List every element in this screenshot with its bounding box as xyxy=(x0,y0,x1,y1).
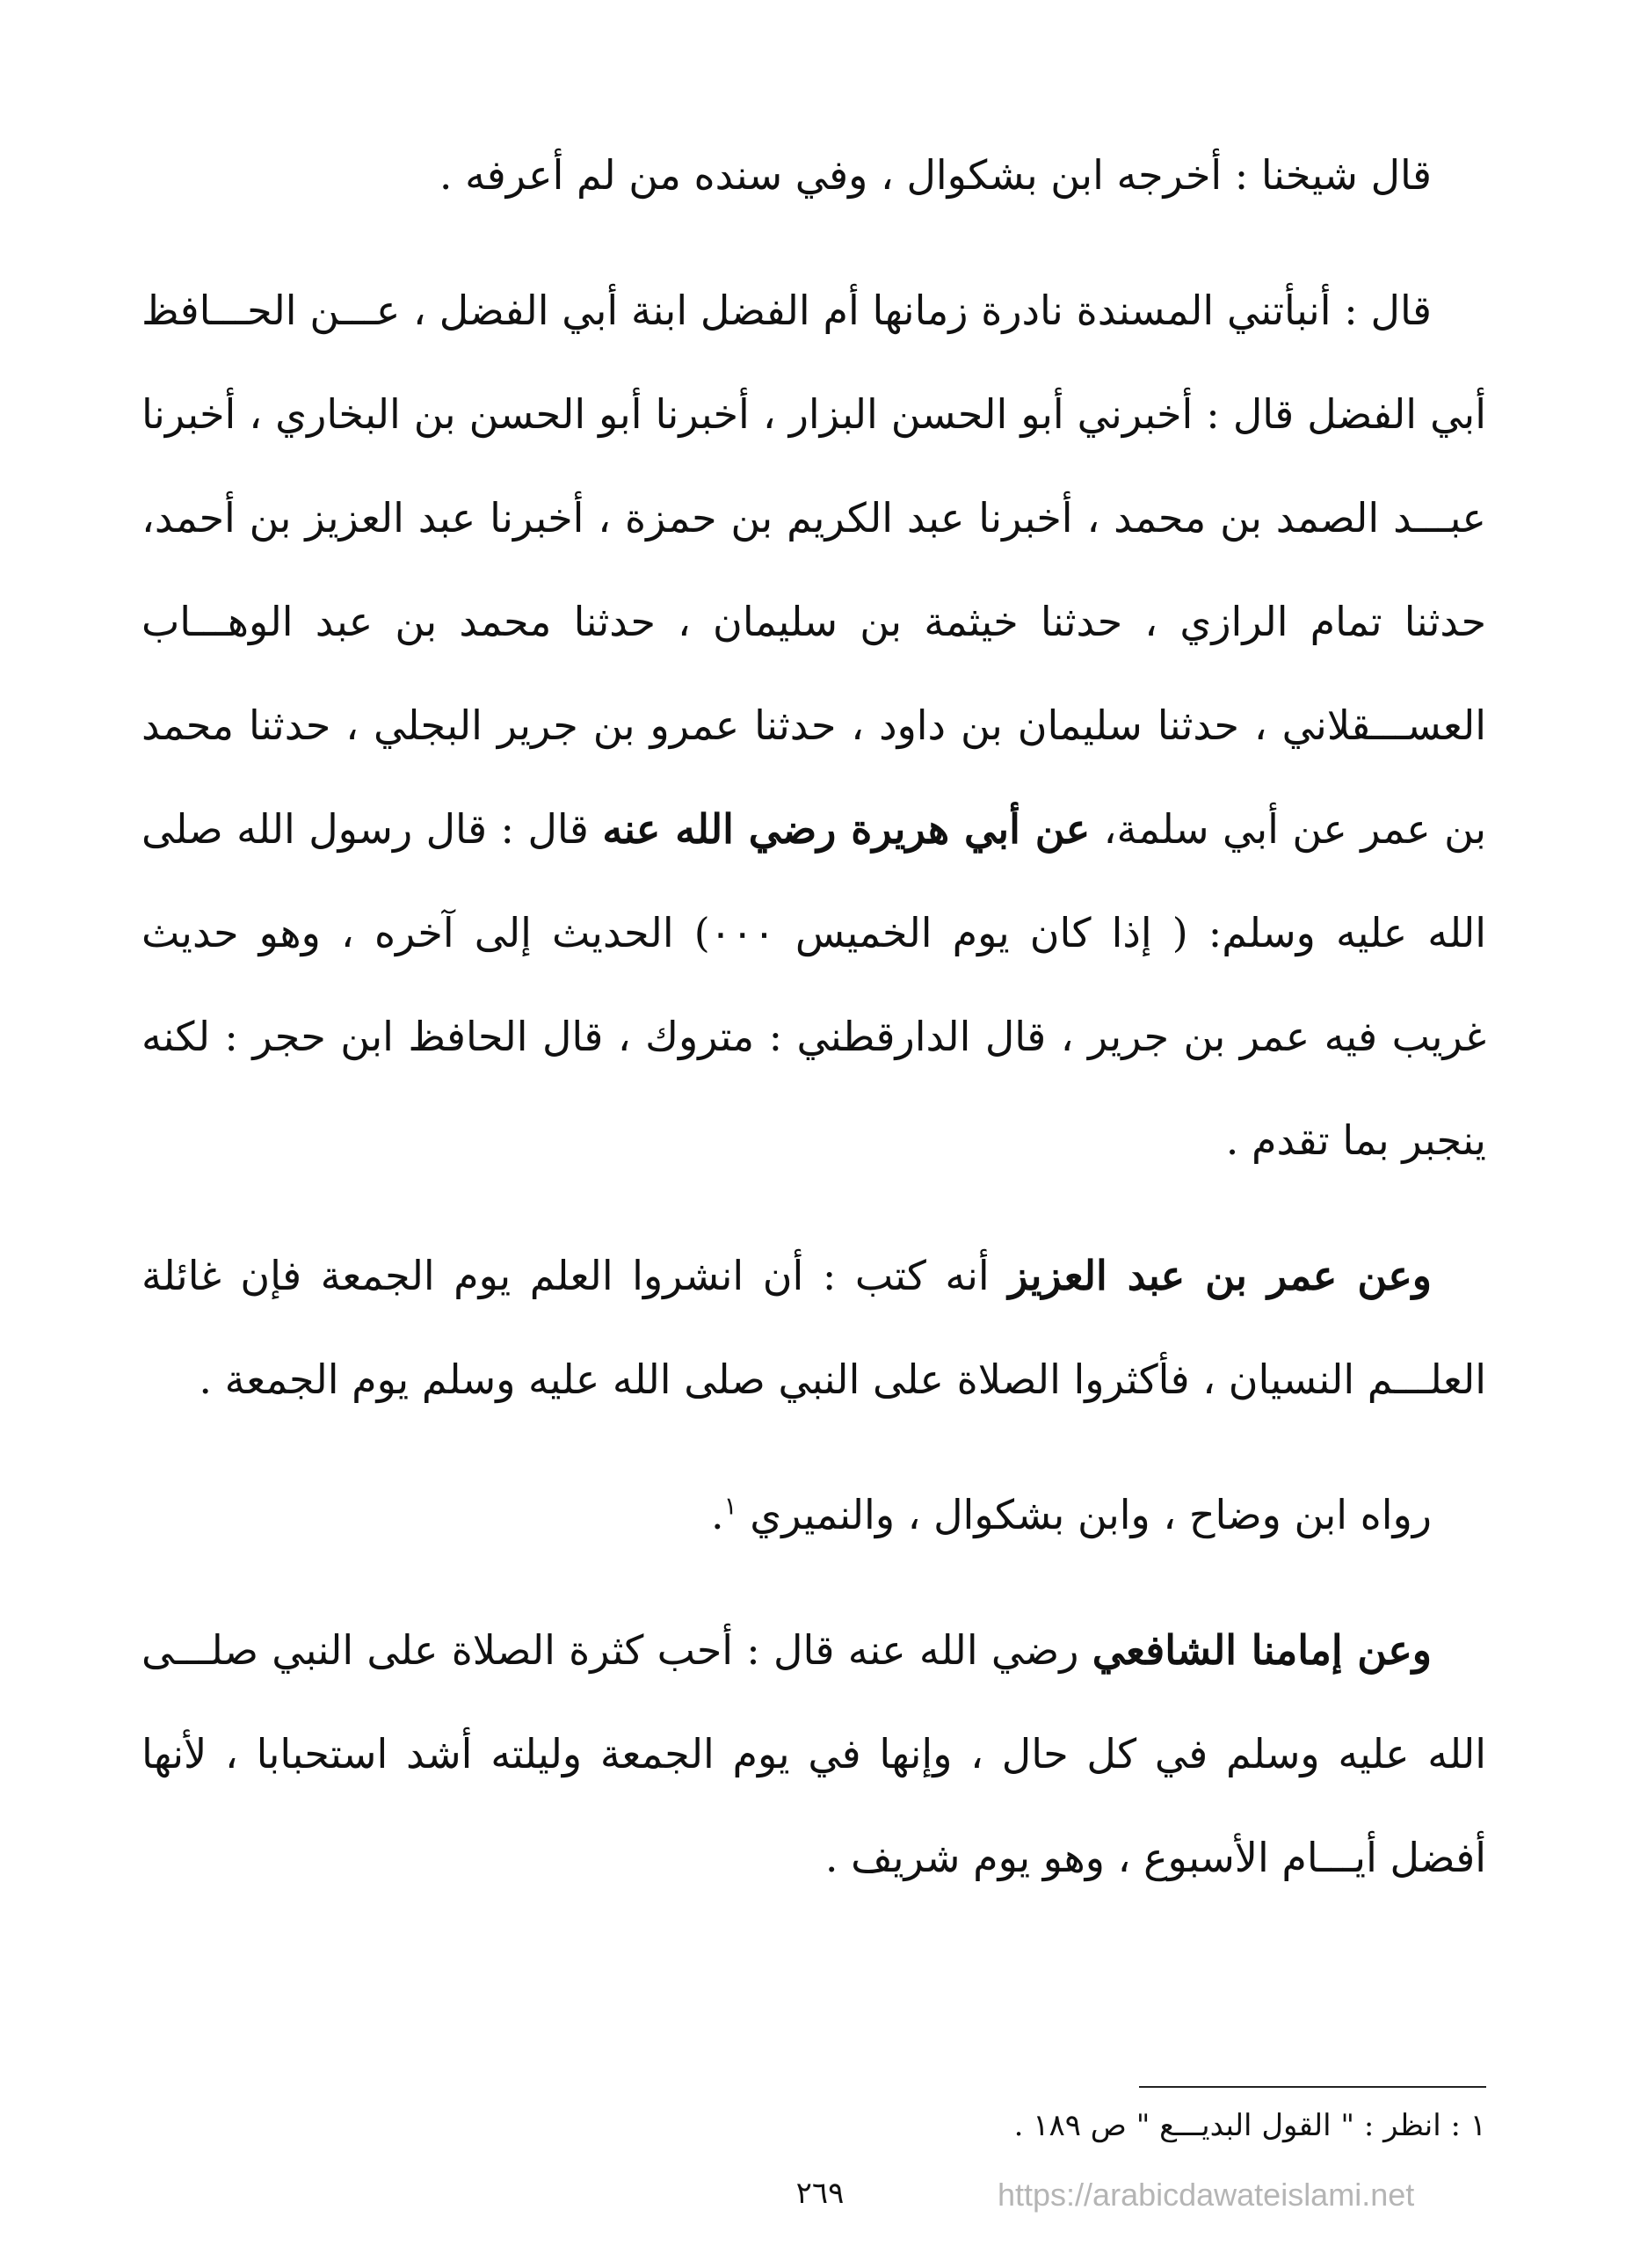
watermark-url: https://arabicdawateislami.net xyxy=(998,2177,1415,2213)
paragraph-text: قال : قال رسول الله صلى الله عليه وسلم: ( إذا كان يوم الخميس ٠٠٠) الحديث إلى آخره ، وهو حديث غريب فيه عمر بن جرير ، قال الدارقطني : متروك ، قال الحافظ ابن حجر : لكنه ينجبر بما تقدم . xyxy=(142,805,1486,1164)
paragraph-text: أنه كتب : أن انشروا العلم يوم الجمعة فإن غائلة العلـــم النسيان ، فأكثروا الصلاة على النبي صلى الله عليه وسلم يوم الجمعة . xyxy=(142,1252,1486,1403)
main-text xyxy=(142,123,1486,1909)
bold-phrase: وعن عمر بن عبد العزيز xyxy=(1008,1252,1432,1299)
footnote-divider xyxy=(1139,2086,1486,2088)
bold-phrase: وعن إمامنا الشافعي xyxy=(1092,1626,1432,1674)
paragraph-text: رضي الله عنه قال : أحب كثرة الصلاة على النبي صلـــى الله عليه وسلم في كل حال ، وإنها في يوم الجمعة وليلته أشد استحبابا ، لأنها أفضل أيـــام الأسبوع ، وهو يوم شريف . xyxy=(142,1626,1486,1881)
paragraph-text: قال : أنبأتني المسندة نادرة زمانها أم الفضل ابنة أبي الفضل ، عـــن الحـــافظ أبي الفضل قال : أخبرني أبو الحسن البزار ، أخبرنا أبو الحسن بن البخاري ، أخبرنا عبـــد الصمد بن محمد ، أخبرنا عبد الكريم بن حمزة ، أخبرنا عبد العزيز بن أحمد، حدثنا تمام الرازي ، حدثنا خيثمة بن سليمان ، حدثنا محمد بن عبد الوهـــاب العســـقلاني ، حدثنا سليمان بن داود ، حدثنا عمرو بن جرير البجلي ، حدثنا محمد بن عمر عن أبي سلمة، xyxy=(142,287,1487,853)
bold-phrase: عن أبي هريرة رضي الله عنه xyxy=(602,805,1091,853)
paragraph-3 xyxy=(142,1224,1486,1431)
paragraph-2 xyxy=(142,258,1486,1192)
footnote xyxy=(142,2101,1486,2150)
page-number: ٢٦٩ xyxy=(795,2176,845,2211)
paragraph-text: قال شيخنا : أخرجه ابن بشكوال ، وفي سنده من لم أعرفه . xyxy=(439,151,1432,199)
paragraph-4: رواه ابن وضاح ، وابن بشكوال ، والنميري $^١$. xyxy=(710,1491,1432,1538)
paragraph-5 xyxy=(142,1598,1486,1909)
footnote-text: ١ : انظر : " القول البديـــع " ص ١٨٩ . xyxy=(1013,2108,1486,2143)
paragraph-1 xyxy=(142,123,1486,227)
paragraph-text: رواه ابن وضاح ، وابن بشكوال ، والنميري xyxy=(750,1491,1432,1538)
footnote-marker[interactable]: ١ xyxy=(723,1491,737,1521)
